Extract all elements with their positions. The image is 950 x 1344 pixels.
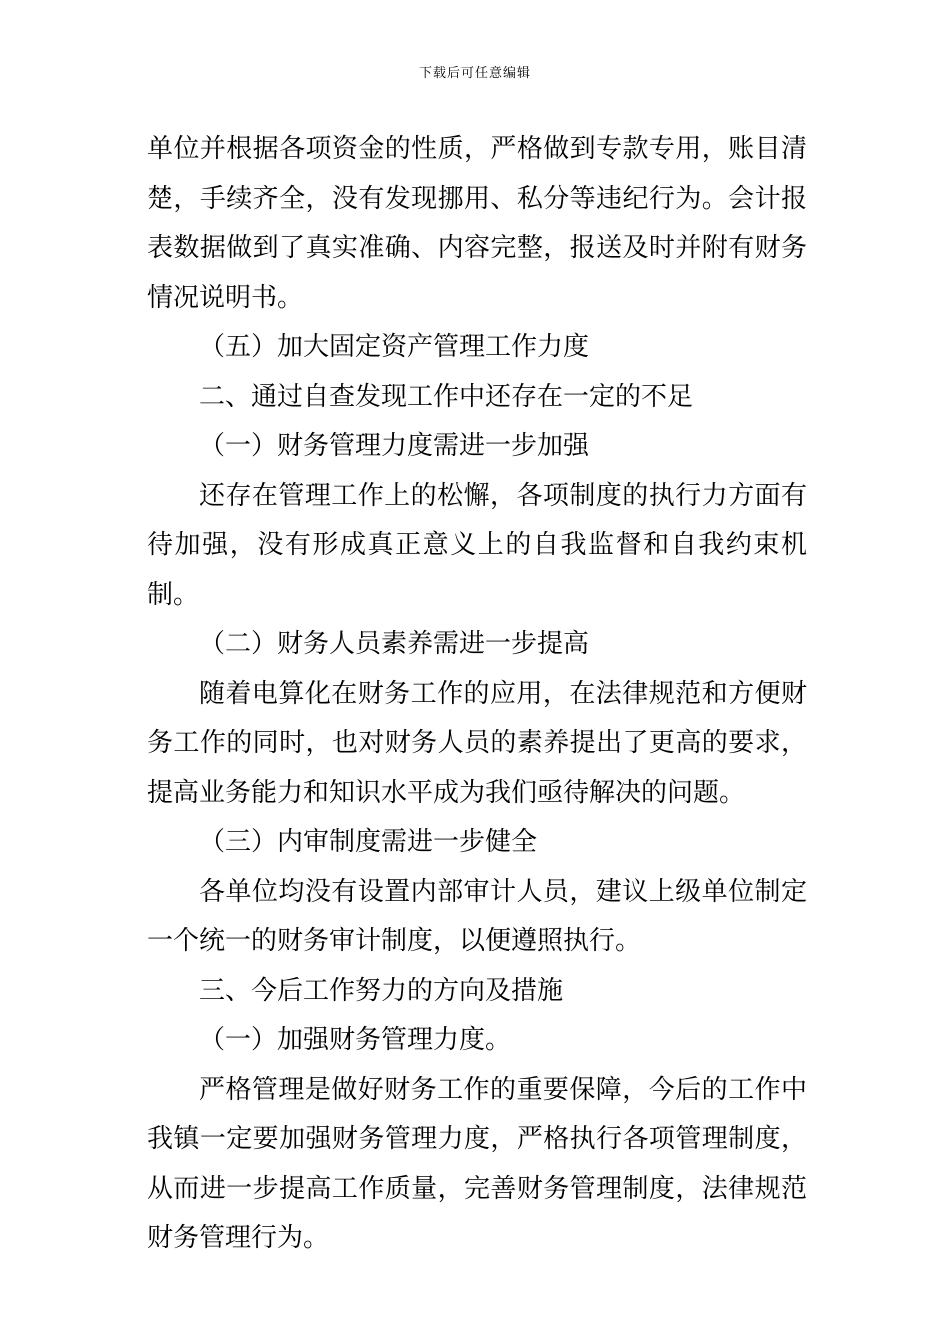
paragraph-fund-management: 单位并根据各项资金的性质，严格做到专款专用，账目清楚，手续齐全，没有发现挪用、私分等违纪行为。会计报表数据做到了真实准确、内容完整，报送及时并附有财务情况说明书。 — [147, 134, 807, 313]
heading-strengthen-management: （一）加强财务管理力度。 — [199, 1025, 512, 1055]
heading-staff-quality: （二）财务人员素养需进一步提高 — [199, 629, 590, 659]
heading-future-direction: 三、今后工作努力的方向及措施 — [199, 975, 564, 1006]
heading-fixed-assets: （五）加大固定资产管理工作力度 — [199, 332, 590, 362]
page-header: 下载后可任意编辑 — [418, 66, 531, 81]
document-body — [147, 125, 807, 1264]
paragraph-strict-management: 严格管理是做好财务工作的重要保障，今后的工作中我镇一定要加强财务管理力度，严格执行各项管理制度，从而进一步提高工作质量，完善财务管理制度，法律规范财务管理行为。 — [147, 1074, 807, 1253]
paragraph-audit-staff: 各单位均没有设置内部审计人员，建议上级单位制定一个统一的财务审计制度，以便遵照执行。 — [147, 876, 807, 956]
heading-internal-audit: （三）内审制度需进一步健全 — [199, 827, 538, 857]
heading-management-strength: （一）财务管理力度需进一步加强 — [199, 431, 590, 461]
heading-shortcomings: 二、通过自查发现工作中还存在一定的不足 — [199, 381, 694, 412]
paragraph-computerization: 随着电算化在财务工作的应用，在法律规范和方便财务工作的同时，也对财务人员的素养提出了更高的要求，提高业务能力和知识水平成为我们亟待解决的问题。 — [147, 678, 807, 808]
paragraph-management-laxity: 还存在管理工作上的松懈，各项制度的执行力方面有待加强，没有形成真正意义上的自我监督和自我约束机制。 — [147, 480, 807, 610]
